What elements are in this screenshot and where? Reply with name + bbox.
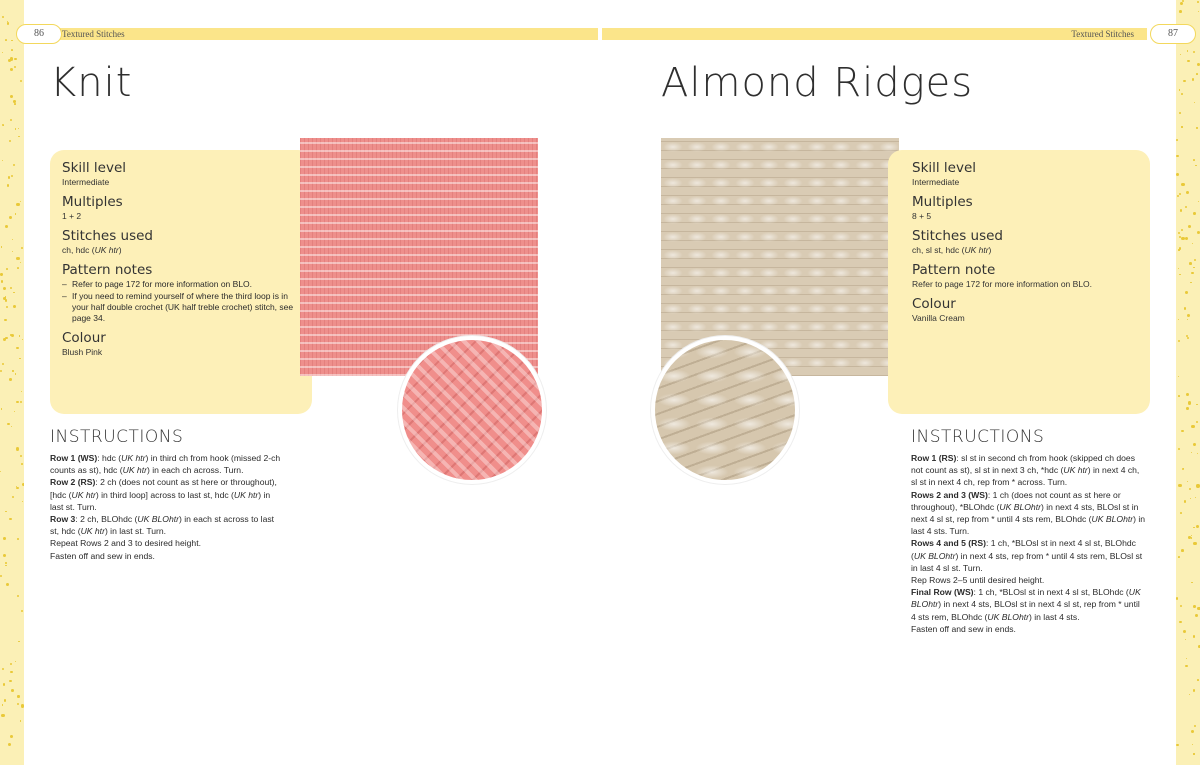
speck-decoration: [14, 66, 16, 68]
speck-decoration: [1177, 195, 1179, 197]
speck-decoration: [3, 537, 6, 540]
speck-decoration: [0, 273, 2, 275]
pattern-note-value: Refer to page 172 for more information on BLO.: [912, 279, 1093, 289]
speck-decoration: [1191, 730, 1194, 733]
instruction-row: Fasten off and sew in ends.: [50, 550, 155, 561]
speck-decoration: [10, 57, 13, 60]
speck-decoration: [9, 140, 12, 143]
colour-value: Vanilla Cream: [912, 313, 965, 323]
skill-level-value: Intermediate: [912, 177, 960, 187]
speck-decoration: [1188, 225, 1191, 228]
speck-decoration: [1195, 614, 1198, 617]
right-page-title: Almond Ridges: [661, 60, 974, 106]
pattern-note-item: – Refer to page 172 for more information on BLO.: [62, 279, 253, 289]
skill-level-value: Intermediate: [62, 177, 110, 187]
stitches-heading: Stitches used: [912, 228, 1003, 244]
pattern-notes-list: [62, 279, 297, 324]
speck-decoration: [11, 426, 12, 427]
knit-closeup-photo: [398, 336, 546, 484]
speck-decoration: [2, 160, 3, 161]
speck-decoration: [1187, 319, 1189, 321]
speck-decoration: [15, 661, 17, 663]
speck-decoration: [16, 487, 18, 489]
speck-decoration: [13, 292, 14, 293]
speck-decoration: [1185, 237, 1188, 240]
speck-decoration: [1196, 73, 1198, 75]
speck-decoration: [1187, 481, 1188, 482]
speck-decoration: [13, 164, 15, 166]
speck-decoration: [1192, 78, 1194, 80]
right-header-bar: [602, 28, 1147, 40]
speck-decoration: [1181, 430, 1184, 433]
speck-decoration: [1193, 443, 1196, 446]
speck-decoration: [2, 704, 4, 706]
speck-decoration: [1180, 605, 1182, 607]
speck-decoration: [1189, 488, 1191, 490]
multiples-heading: Multiples: [912, 194, 973, 210]
speck-decoration: [1181, 93, 1183, 95]
speck-decoration: [12, 239, 13, 240]
speck-decoration: [15, 373, 16, 374]
pattern-notes-heading: Pattern notes: [62, 262, 153, 278]
left-section-label: Textured Stitches: [62, 29, 125, 39]
speck-decoration: [3, 338, 6, 341]
speck-decoration: [1184, 500, 1186, 502]
speck-decoration: [1191, 425, 1194, 428]
speck-decoration: [21, 463, 23, 465]
speck-decoration: [12, 370, 13, 371]
speck-decoration: [1189, 262, 1192, 265]
speck-decoration: [1186, 393, 1189, 396]
instruction-row: Row 1 (RS): sl st in second ch from hook (skipped ch does not count as st), sl st in next 3 ch, *hdc (UK htr) in next 4 ch, sl st in next 4 ch, rep from * across. Turn.: [911, 453, 1140, 488]
speck-decoration: [7, 423, 9, 425]
speck-decoration: [1179, 89, 1180, 90]
speck-decoration: [1176, 139, 1178, 141]
speck-decoration: [1178, 395, 1180, 397]
speck-decoration: [1, 280, 3, 282]
speck-decoration: [17, 595, 19, 597]
speck-decoration: [5, 39, 7, 41]
colour-heading: Colour: [62, 330, 106, 346]
speck-decoration: [1192, 243, 1193, 244]
speck-decoration: [1197, 453, 1198, 454]
multiples-value: 1 + 2: [62, 211, 82, 221]
right-info-box: [888, 150, 1150, 414]
speck-decoration: [1191, 582, 1192, 583]
speck-decoration: [1193, 51, 1195, 53]
speck-decoration: [1178, 340, 1180, 342]
speck-decoration: [1178, 448, 1180, 450]
speck-decoration: [2, 668, 4, 670]
stitches-heading: Stitches used: [62, 228, 153, 244]
speck-decoration: [1176, 155, 1179, 158]
speck-decoration: [9, 216, 12, 219]
speck-decoration: [1192, 744, 1193, 745]
speck-decoration: [9, 378, 12, 381]
speck-decoration: [1193, 267, 1195, 269]
speck-decoration: [11, 40, 13, 42]
speck-decoration: [1, 714, 4, 717]
speck-decoration: [1179, 10, 1182, 13]
speck-decoration: [20, 455, 22, 457]
speck-decoration: [21, 610, 23, 612]
speck-decoration: [1193, 527, 1195, 529]
instruction-row: Row 1 (WS): hdc (UK htr) in third ch from hook (missed 2-ch counts as st), hdc (UK htr) in each ch across. Turn.: [50, 453, 281, 476]
speck-decoration: [20, 720, 22, 722]
speck-decoration: [5, 225, 8, 228]
speck-decoration: [20, 262, 22, 264]
right-instructions-heading: INSTRUCTIONS: [911, 427, 1045, 447]
speck-decoration: [12, 496, 14, 498]
speck-decoration: [11, 175, 14, 178]
speck-decoration: [18, 641, 19, 642]
speck-decoration: [3, 297, 6, 300]
speck-decoration: [4, 319, 6, 321]
speck-decoration: [3, 287, 6, 290]
speck-decoration: [1186, 191, 1189, 194]
speck-decoration: [1, 408, 3, 410]
speck-decoration: [22, 501, 23, 502]
speck-decoration: [1179, 236, 1181, 238]
instruction-row: Rows 2 and 3 (WS): 1 ch (does not count as st here or throughout), *BLOhdc (UK BLOhtr) in next 4 sts, BLOsl st in next 4 sl st, rep from * until 4 sts rem, BLOhdc (UK BLOhtr) in last 4 sts. Turn.: [911, 489, 1146, 537]
speck-decoration: [1195, 165, 1196, 166]
speck-decoration: [1187, 50, 1188, 51]
speck-decoration: [2, 16, 4, 18]
speck-decoration: [1193, 542, 1196, 545]
speck-decoration: [10, 287, 12, 289]
instruction-row: Fasten off and sew in ends.: [911, 623, 1016, 634]
left-info-box: [50, 150, 312, 414]
speck-decoration: [10, 119, 12, 121]
speck-decoration: [22, 483, 24, 486]
speck-decoration: [1197, 679, 1199, 681]
pattern-note-heading: Pattern note: [912, 262, 996, 278]
left-instructions: [50, 452, 285, 562]
speck-decoration: [1180, 54, 1181, 55]
speck-decoration: [1191, 537, 1192, 538]
speck-decoration: [4, 699, 7, 702]
almond-ridges-closeup-photo: [651, 336, 799, 484]
left-instructions-heading: INSTRUCTIONS: [50, 427, 184, 447]
speck-decoration: [1193, 212, 1196, 215]
speck-decoration: [13, 305, 16, 308]
speck-decoration: [1185, 206, 1187, 208]
right-instructions: [911, 452, 1146, 635]
speck-decoration: [1196, 404, 1198, 406]
speck-decoration: [1180, 512, 1182, 514]
speck-decoration: [14, 58, 16, 60]
speck-decoration: [1185, 639, 1186, 640]
speck-decoration: [8, 176, 11, 179]
speck-decoration: [21, 704, 24, 707]
speck-decoration: [1182, 0, 1184, 2]
speck-decoration: [6, 583, 9, 586]
speck-decoration: [1194, 259, 1196, 261]
speck-decoration: [2, 52, 3, 53]
instruction-row: Rows 4 and 5 (RS): 1 ch, *BLOsl st in next 4 sl st, BLOhdc (UK BLOhtr) in next 4 sts, rep from * until 4 sts rem, BLOsl st in last 4 sl st. Turn.: [911, 538, 1143, 573]
speck-decoration: [1183, 630, 1186, 633]
speck-decoration: [1189, 694, 1190, 695]
speck-decoration: [1185, 291, 1188, 294]
instruction-row: Row 2 (RS): 2 ch (does not count as st here or throughout), [hdc (UK htr) in third loop] across to last st, hdc (UK htr) in last st. Turn.: [50, 477, 277, 512]
speck-decoration: [16, 347, 18, 349]
speck-decoration: [11, 49, 13, 51]
speck-decoration: [1176, 173, 1179, 176]
speck-decoration: [16, 257, 19, 260]
speck-decoration: [16, 447, 19, 450]
speck-decoration: [1179, 112, 1181, 114]
speck-decoration: [14, 411, 15, 412]
speck-decoration: [1195, 497, 1196, 498]
speck-decoration: [1191, 452, 1192, 453]
multiples-heading: Multiples: [62, 194, 123, 210]
speck-decoration: [17, 695, 19, 697]
right-page-number: 87: [1150, 24, 1196, 44]
speck-decoration: [18, 128, 19, 129]
speck-decoration: [1187, 337, 1189, 339]
pattern-note-item: – If you need to remind yourself of where the third loop is in your half double crochet (UK half treble crochet) stitch, see page 34.: [62, 291, 294, 323]
speck-decoration: [1180, 2, 1183, 5]
speck-decoration: [1, 246, 3, 248]
speck-decoration: [1178, 484, 1181, 487]
right-margin-decoration: [1176, 0, 1200, 765]
speck-decoration: [0, 471, 1, 472]
speck-decoration: [10, 68, 13, 71]
instruction-row: Final Row (WS): 1 ch, *BLOsl st in next 4 sl st, BLOhdc (UK BLOhtr) in next 4 sts, BLOsl st in next 4 sl st, rep from * until 4 sts rem, BLOhdc (UK BLOhtr) in last 4 sts.: [911, 587, 1141, 622]
speck-decoration: [19, 358, 21, 360]
speck-decoration: [1194, 725, 1196, 727]
knit-swatch-photo: [300, 138, 538, 376]
instruction-row: Repeat Rows 2 and 3 to desired height.: [50, 538, 201, 549]
speck-decoration: [1188, 401, 1191, 404]
speck-decoration: [1196, 127, 1197, 128]
left-header-bar: [50, 28, 598, 40]
speck-decoration: [0, 370, 2, 372]
speck-decoration: [7, 184, 9, 186]
speck-decoration: [1181, 183, 1184, 186]
speck-decoration: [15, 128, 17, 130]
speck-decoration: [16, 203, 19, 206]
speck-decoration: [17, 538, 19, 540]
speck-decoration: [1176, 744, 1179, 747]
speck-decoration: [1196, 484, 1199, 487]
speck-decoration: [7, 22, 10, 25]
speck-decoration: [1186, 407, 1189, 410]
speck-decoration: [6, 268, 8, 270]
speck-decoration: [14, 103, 16, 105]
speck-decoration: [21, 391, 22, 392]
speck-decoration: [1176, 597, 1178, 599]
speck-decoration: [3, 683, 6, 686]
speck-decoration: [1193, 159, 1195, 161]
speck-decoration: [1193, 753, 1194, 754]
speck-decoration: [1178, 232, 1180, 234]
speck-decoration: [1196, 421, 1198, 423]
speck-decoration: [10, 663, 12, 665]
colour-value: Blush Pink: [62, 347, 103, 357]
speck-decoration: [18, 136, 20, 138]
speck-decoration: [8, 743, 11, 746]
speck-decoration: [20, 201, 21, 202]
speck-decoration: [1178, 556, 1180, 558]
colour-heading: Colour: [912, 296, 956, 312]
speck-decoration: [10, 334, 12, 336]
speck-decoration: [21, 247, 23, 249]
speck-decoration: [1181, 229, 1183, 231]
speck-decoration: [1179, 193, 1181, 195]
speck-decoration: [1187, 314, 1190, 317]
speck-decoration: [1178, 319, 1179, 320]
stitches-value: ch, hdc (UK htr): [62, 245, 122, 255]
speck-decoration: [9, 680, 11, 682]
speck-decoration: [10, 95, 13, 98]
speck-decoration: [15, 213, 16, 214]
multiples-value: 8 + 5: [912, 211, 932, 221]
speck-decoration: [1197, 1, 1199, 3]
speck-decoration: [12, 251, 13, 252]
speck-decoration: [1190, 498, 1191, 499]
speck-decoration: [19, 335, 20, 336]
speck-decoration: [1191, 272, 1194, 275]
instruction-row: Rep Rows 2–5 until desired height.: [911, 575, 1045, 586]
speck-decoration: [9, 518, 12, 521]
speck-decoration: [1196, 525, 1199, 528]
speck-decoration: [1193, 605, 1196, 608]
speck-decoration: [20, 80, 22, 82]
instruction-row: Row 3: 2 ch, BLOhdc (UK BLOhtr) in each st across to last st, hdc (UK htr) in last st. Turn.: [50, 514, 275, 537]
speck-decoration: [11, 689, 14, 692]
left-page-number: 86: [16, 24, 62, 44]
speck-decoration: [1181, 549, 1184, 552]
speck-decoration: [1178, 249, 1179, 250]
left-margin-decoration: [0, 0, 24, 765]
speck-decoration: [17, 267, 19, 269]
speck-decoration: [0, 575, 2, 577]
speck-decoration: [5, 565, 6, 566]
speck-decoration: [1185, 665, 1188, 668]
speck-decoration: [1181, 237, 1184, 240]
speck-decoration: [1198, 201, 1199, 202]
speck-decoration: [1190, 282, 1192, 284]
speck-decoration: [10, 671, 13, 674]
speck-decoration: [1193, 635, 1196, 638]
speck-decoration: [1178, 268, 1179, 269]
speck-decoration: [1188, 536, 1191, 539]
speck-decoration: [10, 735, 13, 738]
speck-decoration: [1184, 307, 1187, 310]
speck-decoration: [1181, 126, 1182, 127]
speck-decoration: [5, 511, 6, 512]
speck-decoration: [1179, 274, 1181, 276]
speck-decoration: [1187, 60, 1190, 63]
speck-decoration: [2, 363, 4, 365]
speck-decoration: [1180, 209, 1182, 211]
speck-decoration: [5, 562, 7, 564]
speck-decoration: [1179, 247, 1181, 249]
skill-level-heading: Skill level: [912, 160, 977, 176]
speck-decoration: [1198, 11, 1199, 12]
speck-decoration: [1182, 468, 1184, 470]
speck-decoration: [6, 306, 8, 308]
speck-decoration: [1186, 658, 1187, 659]
speck-decoration: [20, 401, 22, 403]
skill-level-heading: Skill level: [62, 160, 127, 176]
left-page-title: Knit: [50, 60, 133, 106]
speck-decoration: [1178, 376, 1179, 377]
speck-decoration: [17, 703, 19, 705]
speck-decoration: [1183, 80, 1186, 83]
stitches-value: ch, sl st, hdc (UK htr): [912, 245, 992, 255]
speck-decoration: [22, 339, 24, 341]
speck-decoration: [1179, 621, 1182, 624]
speck-decoration: [16, 401, 18, 403]
speck-decoration: [3, 554, 6, 557]
speck-decoration: [1194, 102, 1195, 103]
speck-decoration: [13, 100, 16, 103]
speck-decoration: [1193, 689, 1196, 692]
right-section-label: Textured Stitches: [1071, 29, 1134, 39]
